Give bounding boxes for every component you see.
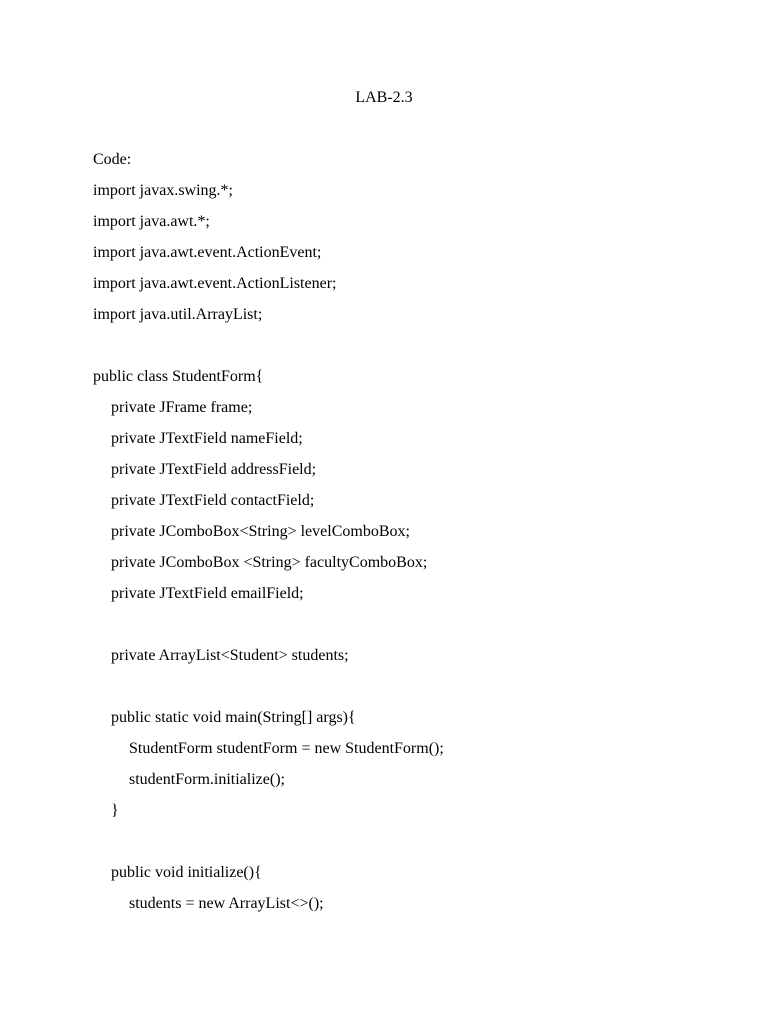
- code-line: [93, 615, 444, 646]
- code-line: [93, 336, 444, 367]
- code-block: [93, 181, 444, 925]
- code-line: private ArrayList<Student> students;: [111, 647, 349, 664]
- code-line: private JComboBox<String> levelComboBox;: [111, 523, 410, 540]
- code-line: import javax.swing.*;: [93, 182, 233, 199]
- code-line: public void initialize(){: [111, 864, 262, 881]
- code-line: students = new ArrayList<>();: [129, 895, 324, 912]
- code-line: import java.util.ArrayList;: [93, 306, 263, 323]
- code-line: public class StudentForm{: [93, 368, 264, 385]
- code-line: private JTextField nameField;: [111, 430, 303, 447]
- code-line: StudentForm studentForm = new StudentForm();: [129, 740, 444, 757]
- code-line: import java.awt.event.ActionListener;: [93, 275, 337, 292]
- code-line: public static void main(String[] args){: [111, 709, 356, 726]
- code-line: import java.awt.event.ActionEvent;: [93, 244, 322, 261]
- code-line: }: [111, 802, 119, 819]
- code-line: [93, 832, 444, 863]
- code-line: studentForm.initialize();: [129, 771, 285, 788]
- code-line: [93, 677, 444, 708]
- code-label: Code:: [93, 151, 132, 168]
- code-line: import java.awt.*;: [93, 213, 210, 230]
- code-line: private JComboBox <String> facultyComboBox;: [111, 554, 428, 571]
- code-line: private JTextField contactField;: [111, 492, 315, 509]
- code-line: private JTextField addressField;: [111, 461, 317, 478]
- code-line: private JFrame frame;: [111, 399, 253, 416]
- document-title: LAB-2.3: [355, 89, 413, 106]
- code-line: private JTextField emailField;: [111, 585, 304, 602]
